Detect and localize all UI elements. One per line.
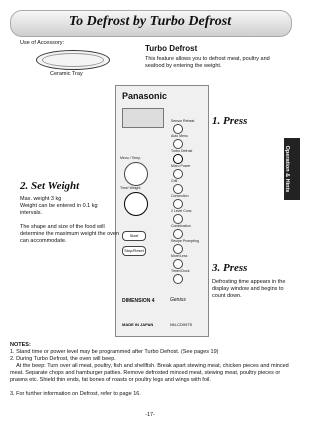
step3-label: Press — [223, 262, 248, 274]
page-title: To Defrost by Turbo Defrost — [68, 14, 232, 29]
step3-number: 3. — [212, 262, 221, 274]
note-1: 1. Stand time or power level may be programmed after Turbo Defrost. (See pages 19) — [10, 349, 219, 355]
btn-label-turbo: Turbo Defrost — [171, 149, 193, 153]
two-level-conv-button[interactable] — [173, 214, 183, 224]
step2-label: Set Weight — [31, 180, 80, 192]
model-label: NN-CD997S — [170, 322, 193, 327]
intro-heading: Turbo Defrost — [145, 44, 198, 53]
section-tab-label: Operation & Hints — [284, 145, 290, 193]
turbo-defrost-button[interactable] — [173, 154, 183, 164]
step2-title — [20, 180, 79, 192]
intro-text: This feature allows you to defrost meat, poultry and seafood by entering the weight. — [145, 56, 272, 69]
step1-title — [212, 115, 247, 127]
btn-label-more-less: More/Less — [171, 254, 188, 258]
btn-label-auto: Auto Menu — [171, 134, 188, 138]
btn-label-recipe: Recipe Prompting — [171, 239, 199, 243]
time-weight-dial[interactable] — [124, 192, 148, 216]
sensor-reheat-button[interactable] — [173, 124, 183, 134]
menu-temp-dial[interactable] — [124, 162, 148, 186]
step2-number: 2. — [20, 180, 29, 192]
ceramic-tray-inner — [42, 53, 104, 67]
convection-button[interactable] — [173, 199, 183, 209]
btn-label-combination: Combination — [171, 224, 191, 228]
notes-heading: NOTES: — [10, 342, 31, 348]
note-2: 2. During Turbo Defrost, the oven will beep. At the beep: Turn over all meat, poultry, fish and shellfish. Break apart stewing meat, chicken pieces and minced meat. Separate chops and hamburger patties. Remove defrosted minced meat, stewing meat, poultry pieces or prawns etc. Shield thin ends, fat bones of roasts or poultry legs and wings with foil. — [10, 356, 289, 383]
step1-number: 1. — [212, 115, 221, 127]
start-button[interactable]: Start — [122, 231, 146, 241]
brand-logo: Panasonic — [122, 91, 168, 101]
made-in-label: MADE IN JAPAN — [122, 322, 154, 327]
dimension-logo: DIMENSION 4 — [122, 298, 155, 304]
genius-logo: Genius — [170, 297, 186, 303]
note-3: 3. For further information on Defrost, refer to page 16. — [10, 391, 141, 397]
grill-button[interactable] — [173, 184, 183, 194]
step1-label: Press — [223, 115, 248, 127]
combination-button[interactable] — [173, 229, 183, 239]
dial-label-menu: Menu / Temp. — [120, 156, 142, 160]
dial-label-time: Time/ Weight — [120, 186, 141, 190]
step2-text: Max. weight 3 kg Weight can be entered in 0.1 kg intervals. The shape and size of the food will determine the maximum weight the oven can accommodate. — [20, 196, 120, 244]
control-panel — [115, 85, 209, 337]
accessory-label: Use of Accessory: — [20, 40, 65, 46]
micro-power-button[interactable] — [173, 169, 183, 179]
section-tab — [284, 138, 300, 200]
btn-label-micro: Micro Power — [171, 164, 191, 168]
more-less-button[interactable] — [173, 259, 183, 269]
btn-label-grill: Grill — [171, 179, 178, 183]
step3-text: Defrosting time appears in the display window and begins to count down. — [212, 279, 287, 299]
btn-label-2level: 2 Level Conv. — [171, 209, 193, 213]
step3-title — [212, 262, 247, 274]
recipe-prompting-button[interactable] — [173, 244, 183, 254]
display-window — [122, 108, 164, 128]
page-number: -17- — [145, 412, 155, 418]
timer-clock-button[interactable] — [173, 274, 183, 284]
btn-label-timer: Timer/Clock — [171, 269, 190, 273]
btn-label-convection: Convection — [171, 194, 189, 198]
tray-label: Ceramic Tray — [50, 71, 83, 77]
stop-reset-button[interactable]: Stop/Reset — [122, 246, 146, 256]
auto-menu-button[interactable] — [173, 139, 183, 149]
btn-label-sensor: Sensor Reheat — [171, 119, 195, 123]
